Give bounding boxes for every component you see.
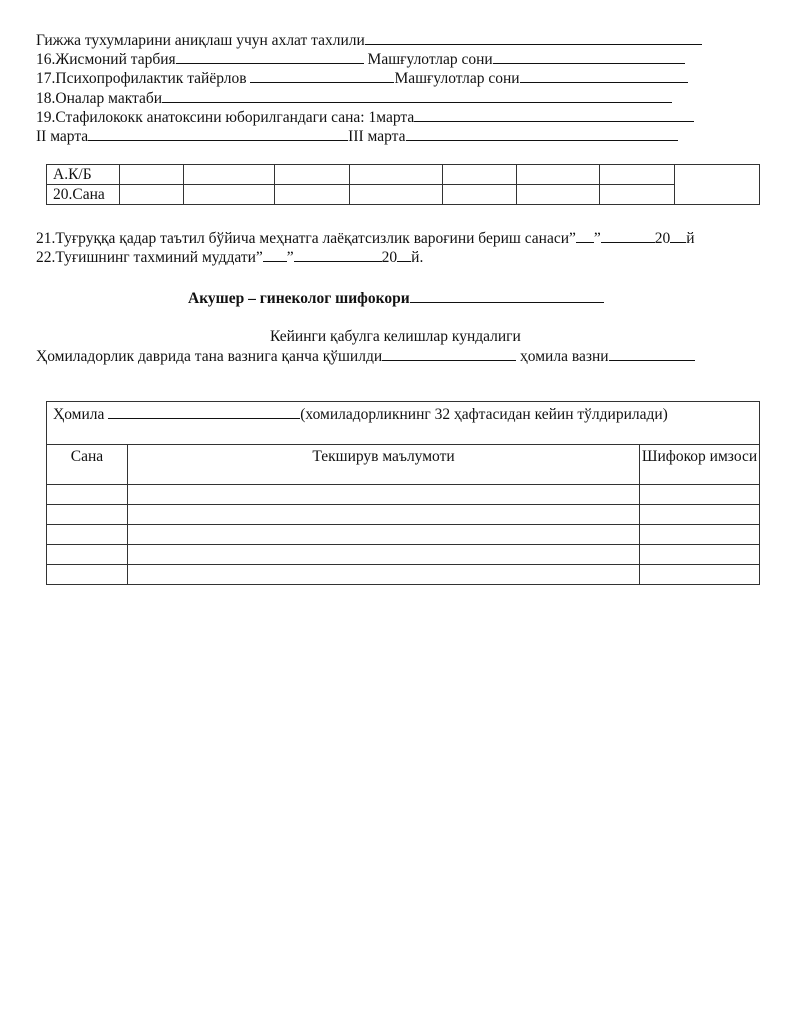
table-cell[interactable]	[640, 505, 760, 525]
col-header-signature: Шифокор имзоси	[640, 445, 760, 485]
table-cell[interactable]	[47, 565, 128, 585]
ak-date-table	[46, 164, 760, 205]
doctor-signature-field[interactable]	[410, 288, 604, 303]
line-17: 17.Психопрофилактик тайёрлов Машғулотлар сони	[36, 68, 688, 88]
table-row	[47, 505, 760, 525]
blank-field[interactable]	[250, 68, 394, 83]
blank-field[interactable]	[601, 228, 655, 243]
table-row	[47, 165, 760, 185]
blank-field[interactable]	[414, 107, 694, 122]
line-18: 18.Оналар мактаби	[36, 88, 672, 108]
table-cell[interactable]	[275, 185, 350, 205]
table-cell[interactable]	[600, 185, 675, 205]
blank-field[interactable]	[294, 247, 382, 262]
weight-line: Ҳомиладорлик даврида тана вазнига қанча қўшилди ҳомила вазни	[36, 346, 695, 366]
diary-title: Кейинги қабулга келишлар кундалиги	[270, 328, 521, 345]
col-header-exam: Текширув маълумоти	[128, 445, 640, 485]
doctor-line	[188, 288, 604, 308]
blank-field[interactable]	[176, 49, 364, 64]
table-cell[interactable]	[120, 165, 184, 185]
table-cell[interactable]	[350, 165, 443, 185]
table-cell[interactable]	[128, 525, 640, 545]
blank-field[interactable]	[263, 247, 287, 262]
blank-field[interactable]	[670, 228, 686, 243]
table-cell[interactable]	[640, 565, 760, 585]
line-helminth: Гижжа тухумларини аниқлаш учун ахлат тахлили	[36, 30, 702, 50]
fetus-title-cell: Ҳомила (хомиладорликнинг 32 ҳафтасидан кейин тўлдирилади)	[47, 402, 760, 445]
blank-field[interactable]	[88, 126, 348, 141]
table-cell[interactable]	[675, 165, 760, 205]
table-title-row	[47, 402, 760, 445]
row-label: 20.Сана	[47, 185, 120, 205]
blank-field[interactable]	[397, 247, 411, 262]
table-cell[interactable]	[120, 185, 184, 205]
table-cell[interactable]	[128, 505, 640, 525]
table-cell[interactable]	[128, 485, 640, 505]
fetus-weight-field[interactable]	[609, 346, 695, 361]
table-row	[47, 525, 760, 545]
table-cell[interactable]	[517, 165, 600, 185]
blank-field[interactable]	[162, 88, 672, 103]
table-cell[interactable]	[184, 185, 275, 205]
table-cell[interactable]	[128, 545, 640, 565]
doctor-label: Акушер – гинеколог шифокори	[188, 290, 410, 307]
table-cell[interactable]	[517, 185, 600, 205]
table-row	[47, 545, 760, 565]
table-cell[interactable]	[443, 165, 517, 185]
table-cell[interactable]	[640, 525, 760, 545]
fetus-field[interactable]	[108, 404, 300, 419]
weight-gain-field[interactable]	[382, 346, 516, 361]
blank-field[interactable]	[365, 30, 702, 45]
table-cell[interactable]	[47, 525, 128, 545]
blank-field[interactable]	[576, 228, 594, 243]
table-cell[interactable]	[47, 485, 128, 505]
blank-field[interactable]	[520, 68, 688, 83]
blank-field[interactable]	[406, 126, 678, 141]
row-label: А.К/Б	[47, 165, 120, 185]
table-header-row	[47, 445, 760, 485]
table-cell[interactable]	[350, 185, 443, 205]
blank-field[interactable]	[493, 49, 685, 64]
table-cell[interactable]	[47, 505, 128, 525]
table-cell[interactable]	[128, 565, 640, 585]
line-21: 21.Туғруққа қадар таътил бўйича меҳнатга лаёқатсизлик вароғини бериш санаси” ” 20 й	[36, 230, 695, 247]
table-cell[interactable]	[640, 485, 760, 505]
line-22: 22.Туғишнинг тахминий муддати” ” 20 й.	[36, 249, 424, 266]
line-19: 19.Стафилококк анатоксини юборилгандаги сана: 1марта	[36, 107, 694, 127]
table-cell[interactable]	[184, 165, 275, 185]
fetus-exam-table	[46, 401, 760, 585]
table-row	[47, 485, 760, 505]
line-19-cont: II марта III марта	[36, 126, 678, 146]
table-cell[interactable]	[600, 165, 675, 185]
table-cell[interactable]	[275, 165, 350, 185]
col-header-date: Сана	[47, 445, 128, 485]
table-cell[interactable]	[640, 545, 760, 565]
table-row	[47, 565, 760, 585]
line-16: 16.Жисмоний тарбия Машғулотлар сони	[36, 49, 685, 69]
table-cell[interactable]	[47, 545, 128, 565]
table-cell[interactable]	[443, 185, 517, 205]
table-row	[47, 185, 760, 205]
